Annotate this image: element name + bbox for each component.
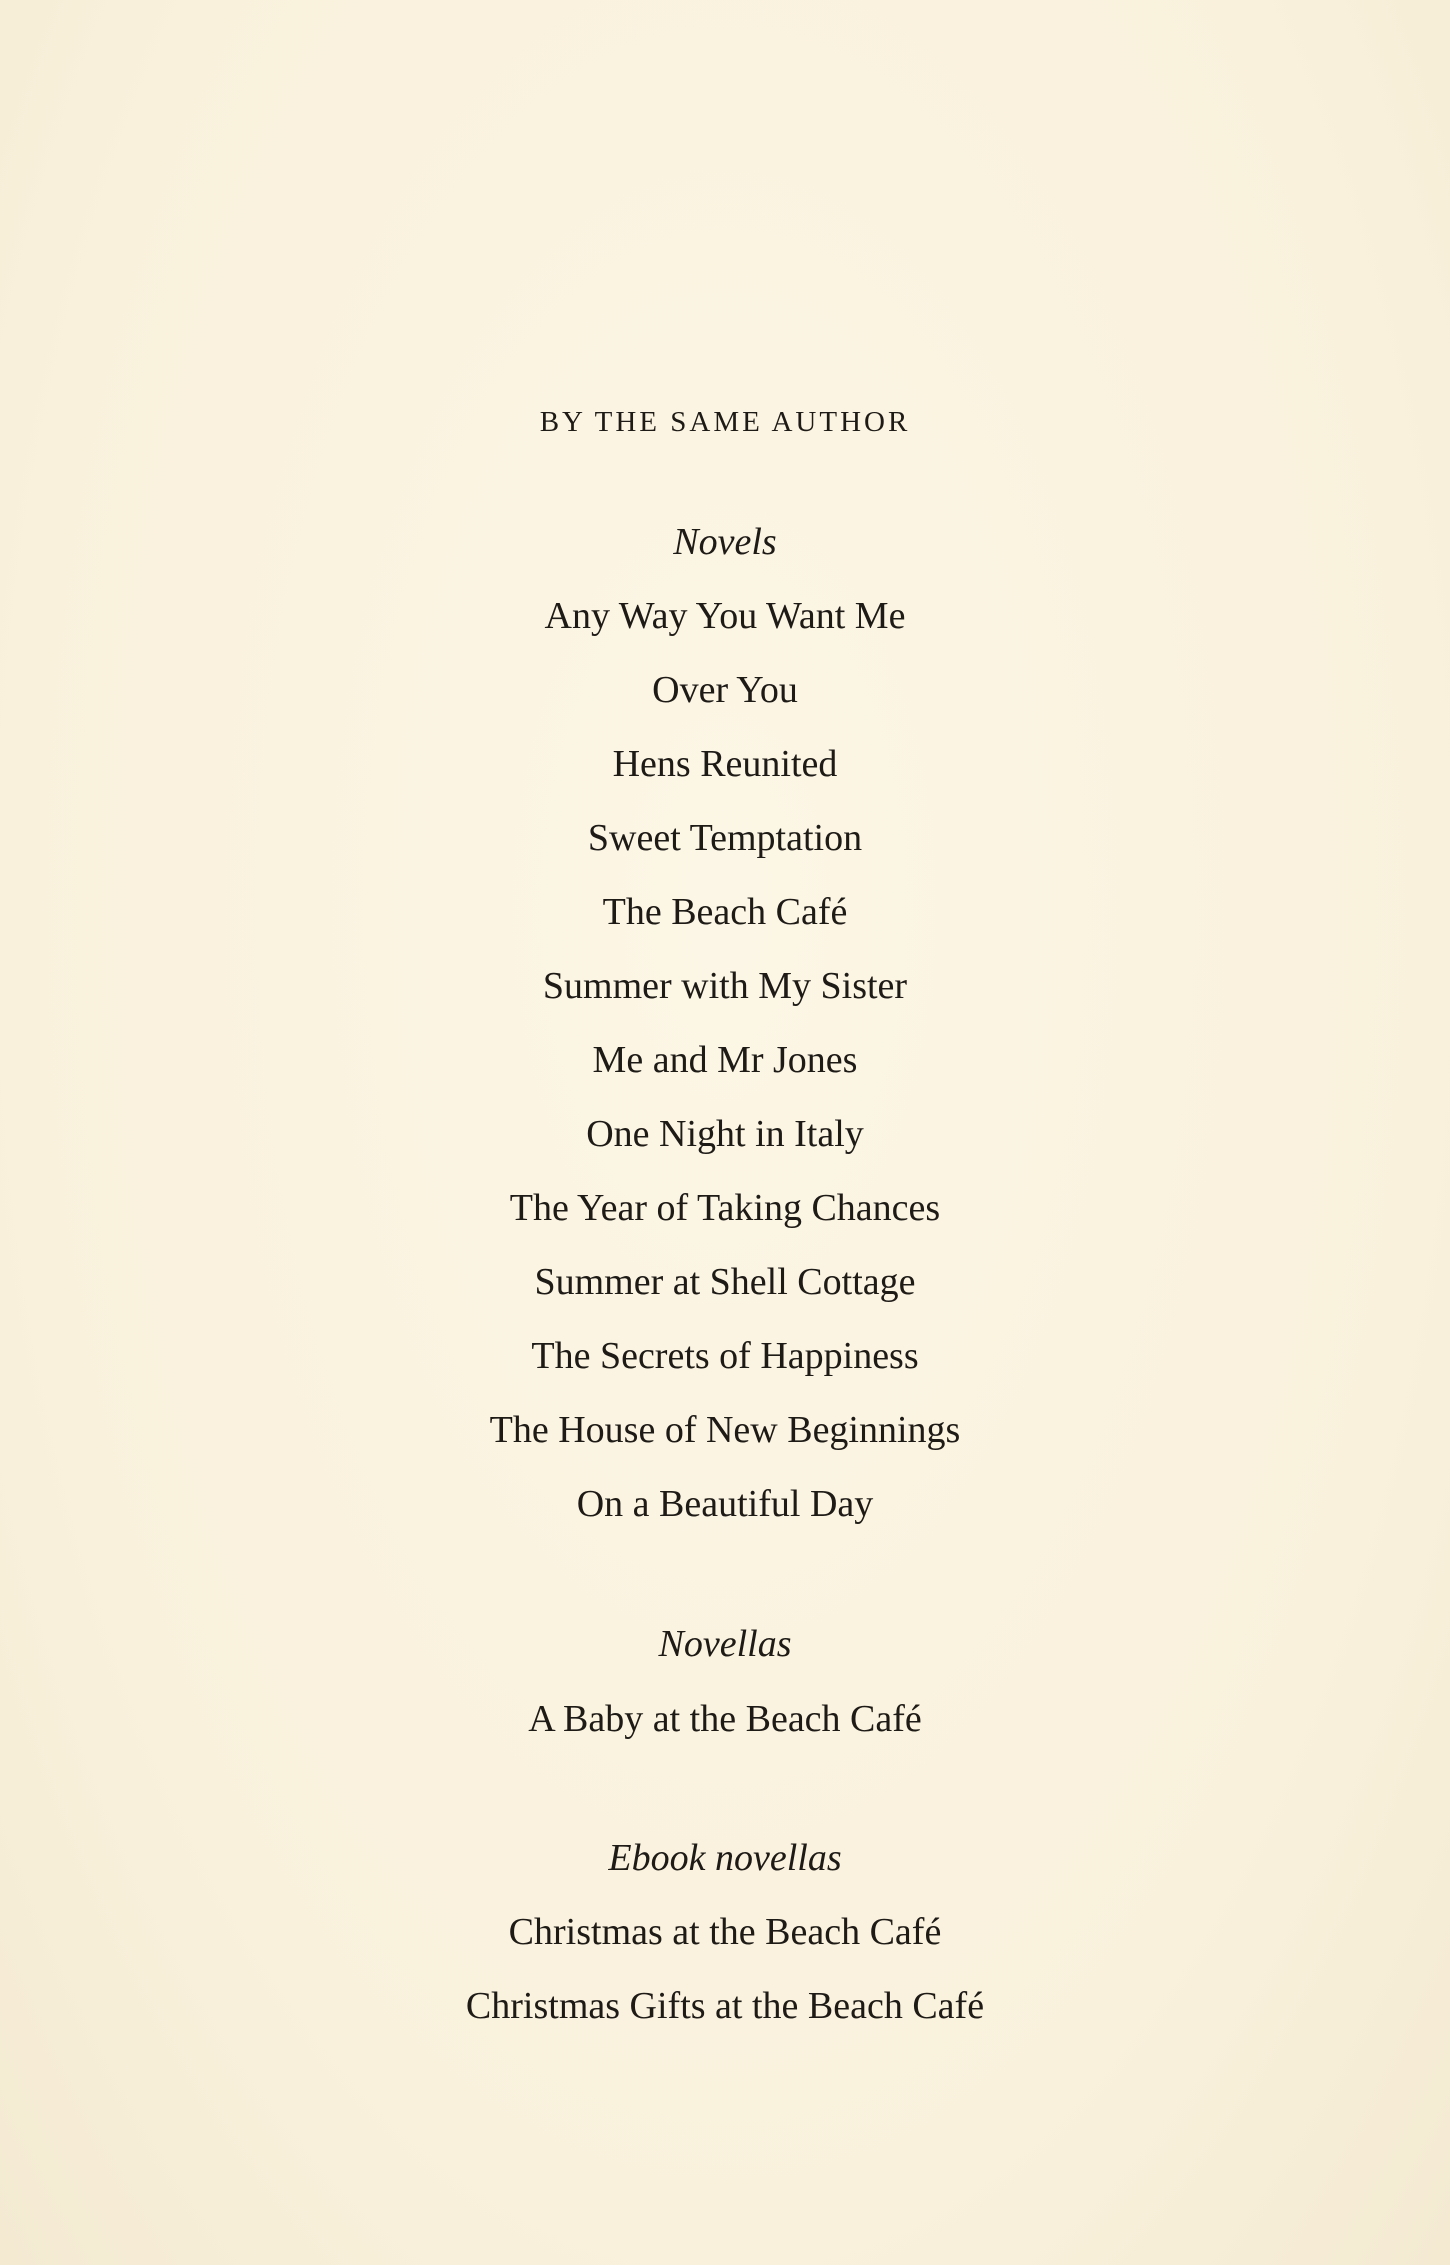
section-label-ebook-novellas: Ebook novellas	[608, 1837, 842, 1879]
book-title: Christmas Gifts at the Beach Café	[465, 1985, 985, 2027]
book-title: The Beach Café	[602, 891, 848, 933]
section-label-novels: Novels	[673, 521, 777, 563]
ebook-novellas-list	[0, 1910, 1450, 2028]
novellas-list	[0, 1697, 1450, 1741]
page-heading: BY THE SAME AUTHOR	[539, 406, 911, 438]
book-title: Any Way You Want Me	[544, 595, 906, 637]
book-title: Christmas at the Beach Café	[508, 1911, 942, 1953]
book-title: One Night in Italy	[586, 1113, 864, 1155]
novellas-section	[0, 1622, 1450, 1666]
ebook-novellas-section	[0, 1836, 1450, 1880]
book-title: The Year of Taking Chances	[509, 1187, 941, 1229]
novels-list	[0, 594, 1450, 1526]
book-title: Over You	[652, 669, 798, 711]
novels-section	[0, 520, 1450, 564]
book-title: Summer at Shell Cottage	[534, 1261, 916, 1303]
book-title: The House of New Beginnings	[489, 1409, 961, 1451]
book-title: Me and Mr Jones	[592, 1039, 858, 1081]
book-title: Hens Reunited	[612, 743, 838, 785]
book-title: On a Beautiful Day	[576, 1483, 874, 1525]
book-title: Sweet Temptation	[587, 817, 863, 859]
section-label-novellas: Novellas	[658, 1623, 792, 1665]
book-title: A Baby at the Beach Café	[528, 1698, 922, 1740]
book-title: The Secrets of Happiness	[531, 1335, 919, 1377]
book-title: Summer with My Sister	[542, 965, 908, 1007]
